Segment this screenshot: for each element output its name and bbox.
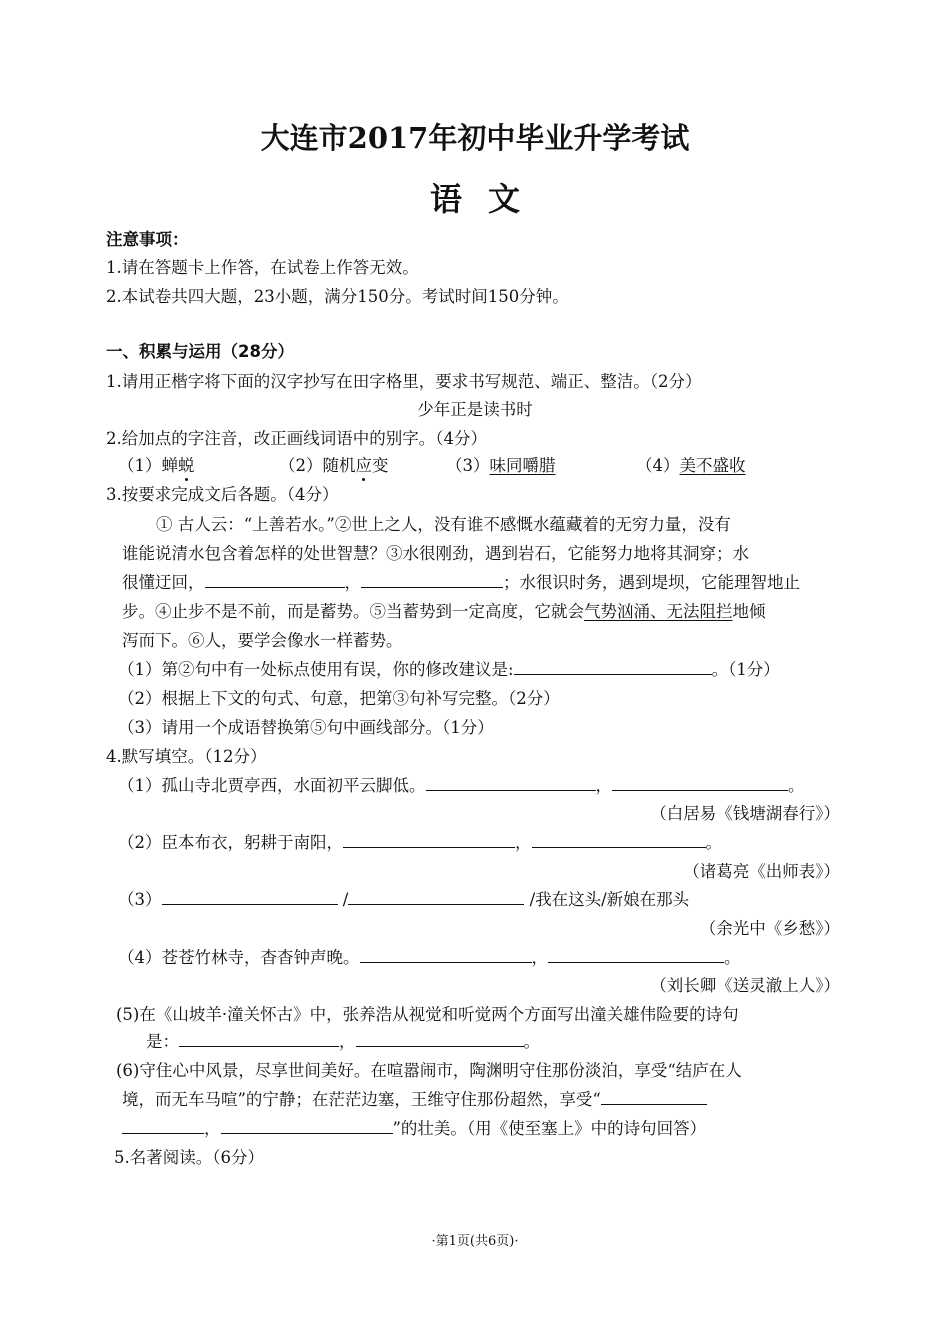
recite-text: 境，而无车马喧”的宁静；在茫茫边塞，王维守住那份超然，享受“ [122,1090,601,1109]
answer-blank[interactable] [162,889,338,905]
question-3: 3.按要求完成文后各题。（4分） [106,485,339,504]
option-text: （4） [636,456,680,475]
sub-question: （3）请用一个成语替换第⑤句中画线部分。（1分） [118,718,494,737]
poem-source: （刘长卿《送灵澈上人》） [650,976,840,995]
question-4: 4.默写填空。（12分） [106,747,267,766]
answer-blank[interactable] [360,947,532,963]
passage-text: ， [344,573,361,592]
answer-blank[interactable] [343,832,515,848]
sub-question-text: 。（1分） [711,660,780,679]
answer-blank[interactable] [122,1118,204,1134]
answer-blank[interactable] [532,832,706,848]
answer-blank[interactable] [548,947,724,963]
underlined-phrase: 味同嚼腊 [489,456,556,475]
sub-question [118,659,780,681]
recite-item: (5)在《山坡羊·潼关怀古》中，张养浩从视觉和听觉两个方面写出潼关雄伟险要的诗句 [116,1005,739,1024]
passage-text: ；水很识时务，遇到堤坝，它能理智地止 [503,573,800,592]
q2-option-2 [279,455,389,477]
answer-blank[interactable] [514,659,712,675]
question-2: 2.给加点的字注音，改正画线词语中的别字。（4分） [106,429,487,448]
notes-heading: 注意事项： [106,230,189,249]
answer-blank[interactable] [348,889,524,905]
q2-option-1 [118,455,195,477]
recite-item: （4）苍苍竹林寺，杳杳钟声晚。 ， 。 [118,948,741,967]
passage-line: ① 古人云：“上善若水。”②世上之人，没有谁不感慨水蕴藏着的无穷力量，没有 [156,515,731,534]
q2-option-4 [636,455,746,477]
passage-line: 谁能说清水包含着怎样的处世智慧？③水很刚劲，遇到岩石，它能努力地将其洞穿；水 [122,544,749,563]
option-text: 变 [372,456,389,475]
recite-item [118,889,689,911]
page-number: ·第1页(共6页)· [431,1234,519,1249]
recite-text: （2）臣本布衣，躬耕于南阳， [118,833,343,852]
recite-item: (6)守住心中风景，尽享世间美好。在喧嚣闹市，陶渊明守住那份淡泊，享受“结庐在人 [116,1061,742,1080]
recite-item: 是： ， 。 [146,1032,540,1051]
sub-question-text: （1）第②句中有一处标点使用有误，你的修改建议是: [118,660,514,679]
answer-blank[interactable] [612,775,788,791]
dotted-char: 应 [355,456,372,475]
recite-text: （1）孤山寺北贾亭西，水面初平云脚低。 [118,776,426,795]
answer-blank[interactable] [426,775,596,791]
recite-text: /我在这头/新娘在那头 [529,890,690,909]
underlined-phrase: 美不盛收 [679,456,746,475]
answer-blank[interactable] [601,1089,707,1105]
passage-text: 步。④止步不是不前，而是蓄势。⑤当蓄势到一定高度，它就会 [122,602,584,621]
recite-item: （2）臣本布衣，躬耕于南阳， ， 。 [118,833,722,852]
passage-line [122,601,766,623]
q2-option-3 [446,455,556,477]
option-text: （2）随机 [279,456,356,475]
note-item: 1.请在答题卡上作答，在试卷上作答无效。 [106,258,419,277]
note-item: 2.本试卷共四大题，23小题，满分150分。考试时间150分钟。 [106,287,569,306]
recite-item [122,1089,707,1111]
copy-text: 少年正是读书时 [417,400,533,419]
underlined-phrase: 气势汹涌、无法阻拦 [584,602,733,621]
passage-line: 泻而下。⑥人，要学会像水一样蓄势。 [122,631,403,650]
passage-text: 地倾 [732,602,766,621]
recite-text: （3） [118,890,162,909]
recite-text: ”的壮美。（用《使至塞上》中的诗句回答） [392,1119,707,1138]
question-1: 1.请用正楷字将下面的汉字抄写在田字格里，要求书写规范、端正、整洁。（2分） [106,372,702,391]
subject-title: 语文 [429,180,546,218]
answer-blank[interactable] [221,1118,393,1134]
poem-source: （白居易《钱塘湖春行》） [650,804,840,823]
answer-blank[interactable] [179,1031,339,1047]
passage-line [122,572,800,594]
option-text: （1）蝉 [118,456,178,475]
answer-blank[interactable] [205,572,345,588]
option-text: （3） [446,456,490,475]
section-heading: 一、积累与运用（28分） [106,342,294,361]
exam-title: 大连市2017年初中毕业升学考试 [260,121,690,155]
answer-blank[interactable] [361,572,503,588]
dotted-char: 蜕 [178,456,195,475]
poem-source: （余光中《乡愁》） [699,919,840,938]
passage-text: 很懂迂回， [122,573,205,592]
recite-text: 是： [146,1032,179,1051]
question-5: 5.名著阅读。（6分） [114,1148,264,1167]
recite-text: / [342,890,349,909]
recite-item: ， ”的壮美。（用《使至塞上》中的诗句回答） [122,1118,706,1140]
answer-blank[interactable] [356,1031,524,1047]
poem-source: （诸葛亮《出师表》） [683,862,840,881]
recite-item: （1）孤山寺北贾亭西，水面初平云脚低。 ， 。 [118,776,805,795]
sub-question: （2）根据上下文的句式、句意，把第③句补写完整。（2分） [118,689,560,708]
recite-text: （4）苍苍竹林寺，杳杳钟声晚。 [118,948,360,967]
